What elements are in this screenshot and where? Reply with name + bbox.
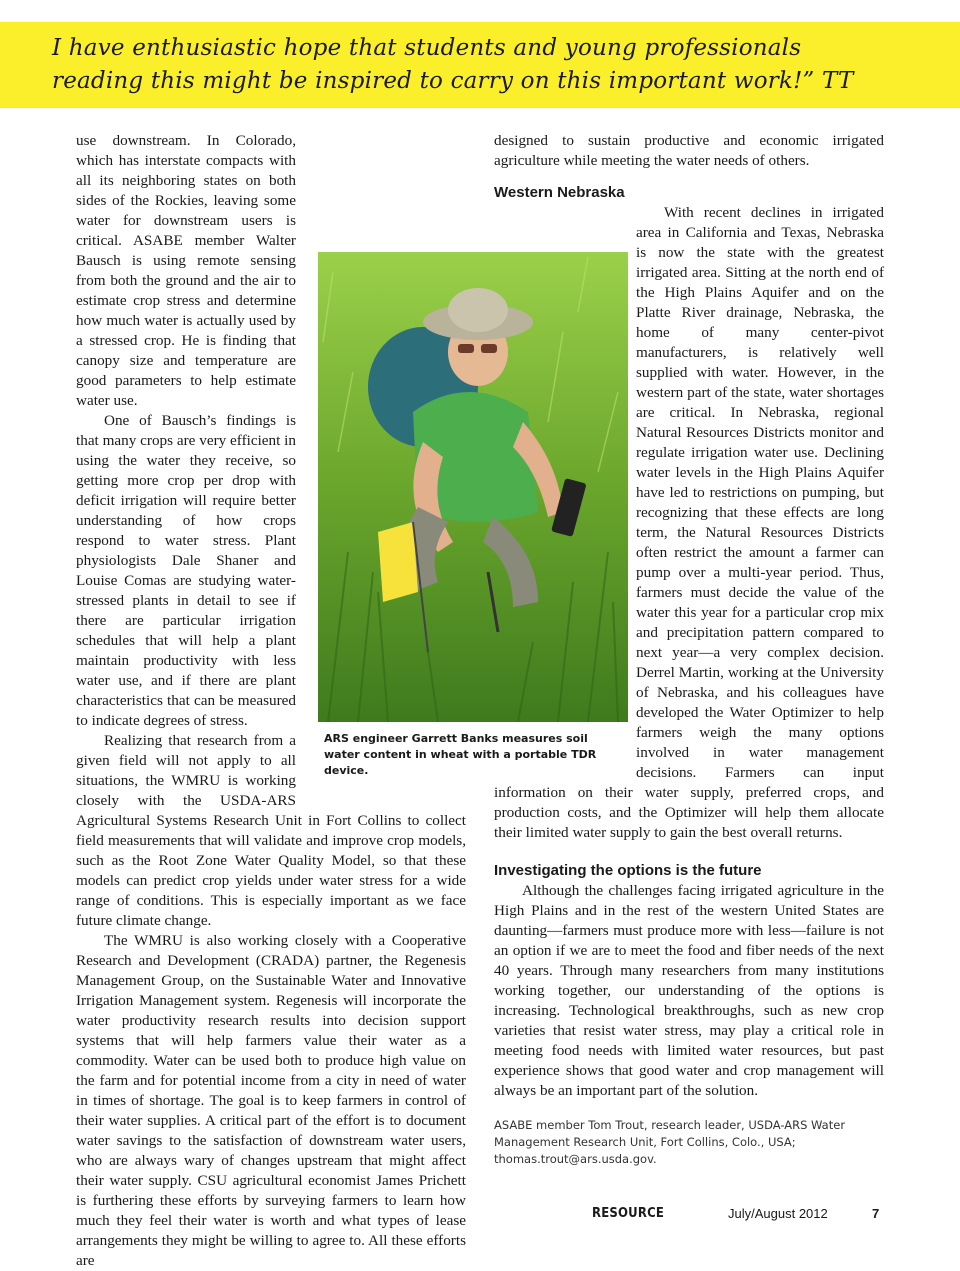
- quote-line-1: I have enthusiastic hope that students and young professionals: [52, 35, 802, 61]
- photo-caption: ARS engineer Garrett Banks measures soil water content in wheat with a portable TDR device.: [324, 732, 597, 777]
- photo-illustration: [318, 252, 628, 722]
- author-bio: [494, 1117, 894, 1168]
- section-heading-western-nebraska: Western Nebraska: [494, 184, 625, 201]
- quote-line-2: reading this might be inspired to carry on this important work!” TT: [52, 68, 854, 94]
- footer-magazine: RESOURCE: [592, 1206, 665, 1221]
- left-paragraph-3: Realizing that research from a given field will not apply to all situations, the WMRU is working closely with the USDA-ARS Agricultural Systems Research Unit in Fort Collins to collect field measurements that will validate and improve crop models, such as the Root Zone Water Quality Model, so that these models can predict crop yields under water stress for a wide range of conditions. This is especially important as we face future climate change.: [76, 732, 466, 929]
- author-name: ASABE member Tom Trout: [494, 1118, 644, 1132]
- right-paragraph-2: Although the challenges facing irrigated agriculture in the High Plains and in the rest of the western United States are daunting—farmers must produce more with less—failure is not an option if we are to meet the food and fiber needs of the next 40 years. Through many researchers from many institutions working together, our understanding of the options is increasing. Technological breakthroughs, such as new crop varieties that resist water stress, may play a critical role in meeting food needs with limited water resources, but past experience shows that good water and crop management will always be an important part of the solution.: [494, 882, 884, 1099]
- right-paragraph-1: With recent declines in irrigated area in California and Texas, Nebraska is now the state with the greatest irrigated area. Sitting at the north end of the High Plains Aquifer and on the Platte River drainage, Nebraska, the home of many center-pivot manufacturers, is relatively well supplied with water. However, in the western part of the state, water shortages are critical. In Nebraska, regional Natural Resources Districts monitor and regulate irrigation water use. Declining water levels in the High Plains Aquifer have led to restrictions on pumping, but recognizing that these effects are long term, the Natural Resources Districts often restrict the amount a farmer can pump over a multi-year period. Thus, farmers must decide the value of the water this year for a particular crop mix and precipitation pattern compared to next year—a very complex decision. Derrel Martin, working at the University of Nebraska, and his colleagues have developed the Water Optimizer to help farmers weigh the many options involved in water management decisions. Farmers can input information on their water supply, preferred crops, and production costs, and the Optimizer will help them allocate their limited water supply to gain the best overall returns.: [494, 204, 884, 841]
- page-number: 7: [872, 1206, 880, 1221]
- author-line-2: Management Research Unit, Fort Collins, Colo., USA;: [494, 1135, 796, 1149]
- right-paragraph-0: designed to sustain productive and economic irrigated agriculture while meeting the water needs of others.: [494, 132, 884, 169]
- section-heading-investigating: Investigating the options is the future: [494, 862, 762, 879]
- left-paragraph-1: use downstream. In Colorado, which has interstate compacts with all its neighboring states on both sides of the Rockies, leaving some water for downstream users is critical. ASABE member Walter Bausch is using remote sensing from both the ground and the air to estimate crop stress and determine how much water is actually used by a stressed crop. He is finding that canopy size and temperature are good parameters to help estimate water use.: [76, 132, 296, 409]
- author-line-1: , research leader, USDA-ARS Water: [643, 1118, 846, 1132]
- quote-banner: [0, 22, 960, 108]
- author-email: thomas.trout@ars.usda.gov.: [494, 1152, 657, 1166]
- left-paragraph-2: One of Bausch’s findings is that many crops are very efficient in using the water they receive, so getting more crop per drop with deficit irrigation will require better understanding of how crops respond to water stress. Plant physiologists Dale Shaner and Louise Comas are studying water-stressed plants in detail to see if there are particular irrigation schedules that will help a plant maintain productivity with less water use, and if there are plant characteristics that can be measured to indicate degrees of stress.: [76, 412, 296, 729]
- quote-text: [52, 32, 952, 98]
- left-paragraph-4: The WMRU is also working closely with a Cooperative Research and Development (CRADA) partner, the Regenesis Management Group, on the Sustainable Water and Innovative Irrigation Management system. Regenesis will incorporate the water productivity research results into decision support systems that will help farmers value their water as a commodity. Water can be used both to produce high value on the farm and for potential income from a city in need of water in times of shortage. The goal is to keep farmers in control of their water supplies. A critical part of the effort is to document water savings to the satisfaction of downstream water users, who are always wary of changes upstream that might affect their water supply. CSU agricultural economist James Prichett is furthering these efforts by surveying farmers to learn how much they feel their water is worth and what types of lease arrangements they might be willing to agree to. All these efforts are: [76, 932, 466, 1269]
- footer-date: July/August 2012: [728, 1206, 828, 1221]
- photo-engineer-in-wheat: [318, 252, 628, 722]
